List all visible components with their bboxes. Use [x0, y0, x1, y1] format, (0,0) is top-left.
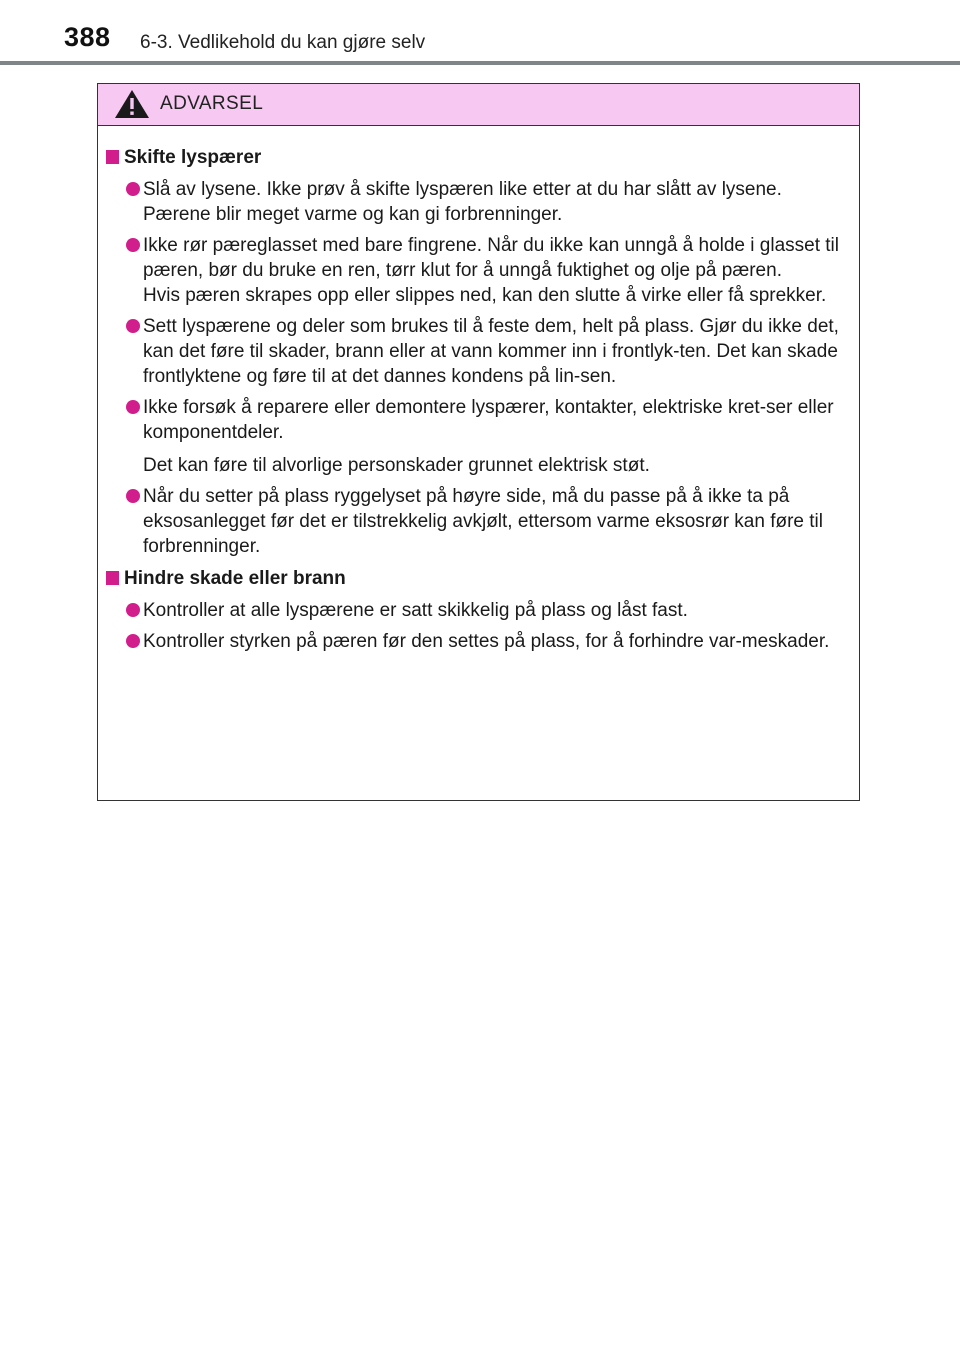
bullet-text: Kontroller styrken på pæren før den settes på plass, for å forhindre var-meskader. [143, 631, 830, 652]
bullet-text: Kontroller at alle lyspærene er satt skikkelig på plass og låst fast. [143, 600, 688, 621]
list-item [106, 177, 850, 227]
square-bullet-icon [106, 150, 119, 164]
group-heading-text: Skifte lyspærer [124, 147, 262, 168]
bullet-note: Pærene blir meget varme og kan gi forbrenninger. [143, 204, 563, 225]
group-heading [106, 146, 850, 170]
square-bullet-icon [106, 571, 119, 585]
bullet-note: Det kan føre til alvorlige personskader grunnet elektrisk støt. [143, 455, 650, 476]
bullet-text: Ikke forsøk å reparere eller demontere lyspærer, kontakter, elektriske kret-ser eller komponentdeler. [143, 397, 834, 443]
bullet-text: Ikke rør pæreglasset med bare fingrene. Når du ikke kan unngå å holde i glasset til pæren, bør du bruke en ren, tørr klut for å unngå fuktighet og olje på pæren. [143, 235, 839, 281]
warning-header [98, 84, 859, 126]
bullet-text: Når du setter på plass ryggelyset på høyre side, må du passe på å ikke ta på eksosanlegget før det er tilstrekkelig avkjølt, ettersom varme eksosrør kan føre til forbrenninger. [143, 486, 823, 557]
round-bullet-icon [126, 634, 140, 648]
bullet-text: Slå av lysene. Ikke prøv å skifte lyspæren like etter at du har slått av lysene. [143, 179, 782, 200]
page-header [0, 0, 960, 64]
warning-box [97, 83, 860, 801]
group-heading-text: Hindre skade eller brann [124, 568, 346, 589]
list-item [106, 233, 850, 308]
list-item [106, 395, 850, 478]
group-heading [106, 567, 850, 591]
round-bullet-icon [126, 182, 140, 196]
round-bullet-icon [126, 489, 140, 503]
warning-label: ADVARSEL [160, 93, 264, 114]
warning-triangle-icon [114, 89, 150, 119]
round-bullet-icon [126, 400, 140, 414]
list-item [106, 314, 850, 389]
section-title: 6-3. Vedlikehold du kan gjøre selv [140, 32, 426, 53]
list-item [106, 484, 850, 559]
round-bullet-icon [126, 319, 140, 333]
round-bullet-icon [126, 238, 140, 252]
list-item [106, 598, 850, 623]
warning-body [98, 126, 859, 654]
bullet-text: Sett lyspærene og deler som brukes til å feste dem, helt på plass. Gjør du ikke det, kan det føre til skader, brann eller at vann kommer inn i frontlyk-ten. Det kan skade frontlyktene og føre til at det dannes kondens på lin-sen. [143, 316, 839, 387]
page-number: 388 [64, 22, 111, 52]
round-bullet-icon [126, 603, 140, 617]
bullet-note: Hvis pæren skrapes opp eller slippes ned, kan den slutte å virke eller få sprekker. [143, 285, 827, 306]
list-item [106, 629, 850, 654]
header-rule [0, 61, 960, 65]
